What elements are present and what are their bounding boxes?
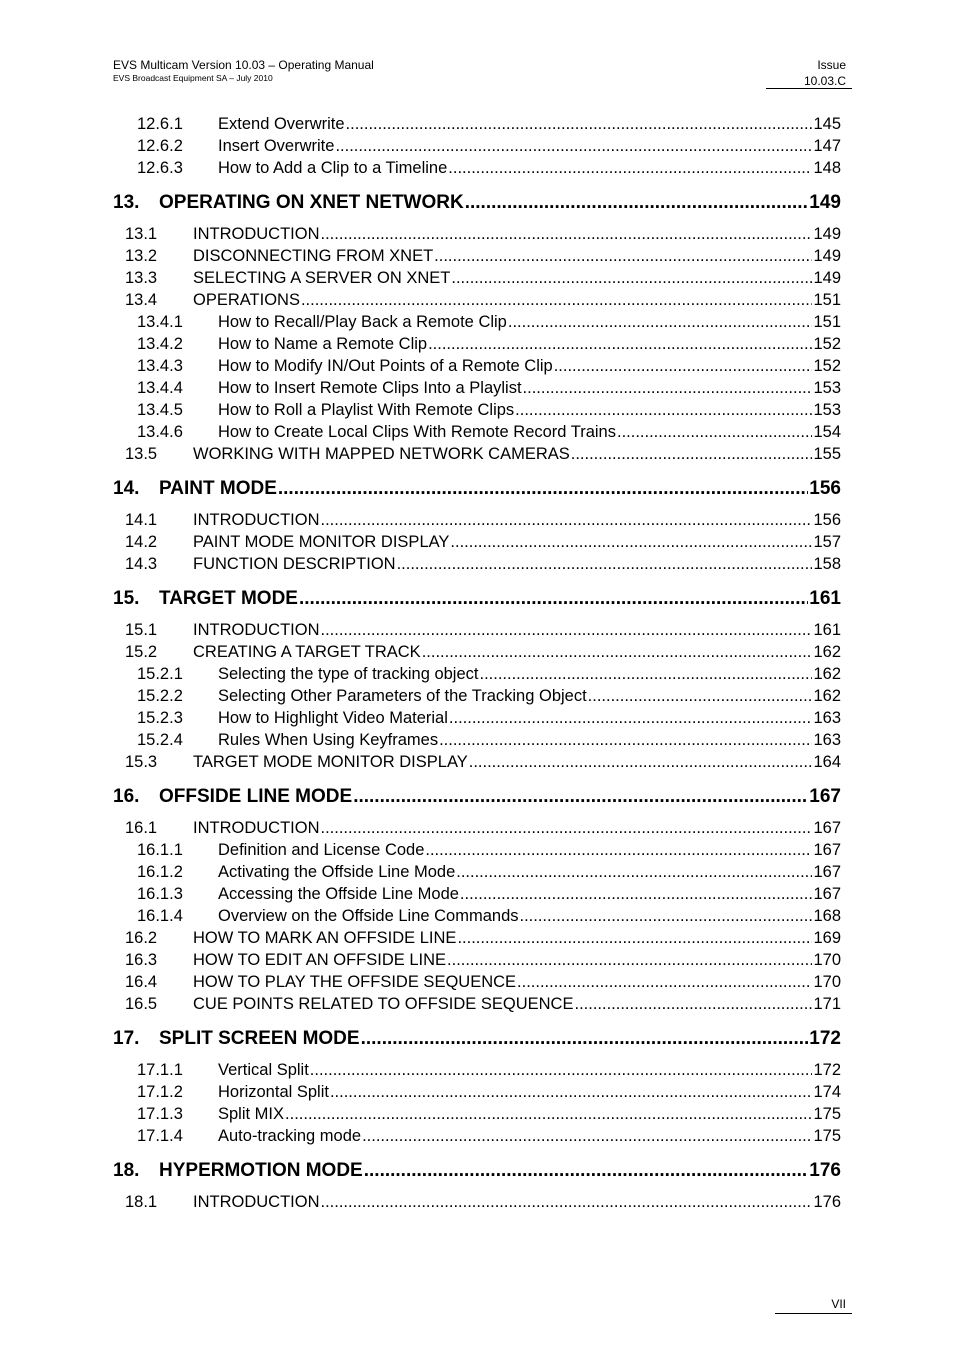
toc-entry-page: 162 [813,687,841,705]
toc-dot-leader [449,708,813,728]
toc-entry-page: 151 [813,291,841,309]
toc-entry-title: TARGET MODE [159,588,298,609]
toc-entry-number: 16.1.1 [137,841,183,859]
toc-dot-leader [450,532,812,552]
toc-dot-leader [448,158,812,178]
toc-entry-page: 151 [813,313,841,331]
toc-entry-number: 15.1 [125,621,158,639]
toc-dot-leader [617,422,812,442]
toc-entry-title: CUE POINTS RELATED TO OFFSIDE SEQUENCE [193,995,574,1013]
toc-entry-title: Activating the Offside Line Mode [218,863,456,881]
toc-entry-number: 16.3 [125,951,158,969]
toc-entry-title: INTRODUCTION [193,225,320,243]
toc-entry-page: 170 [813,951,841,969]
toc-entry-title: PAINT MODE MONITOR DISPLAY [193,533,450,551]
toc-entry-title: Rules When Using Keyframes [218,731,439,749]
toc-entry-number: 17.1.4 [137,1127,183,1145]
toc-entry-title: How to Roll a Playlist With Remote Clips [218,401,515,419]
toc-entry-page: 170 [813,973,841,991]
toc-entry-number: 17.1.3 [137,1105,183,1123]
toc-entry-title: OPERATIONS [193,291,300,309]
toc-dot-leader [364,1160,809,1182]
toc-entry[interactable] [113,158,841,178]
toc-entry-number: 18. [113,1160,140,1181]
toc-entry-number: 16.5 [125,995,158,1013]
toc-entry-page: 176 [813,1193,841,1211]
toc-entry-page: 145 [813,115,841,133]
toc-entry-number: 13.4.1 [137,313,183,331]
toc-entry-number: 16.1 [125,819,158,837]
toc-entry-page: 149 [813,247,841,265]
toc-dot-leader [299,588,808,610]
toc-entry-page: 153 [813,401,841,419]
toc-dot-leader [422,642,813,662]
toc-entry-title: HOW TO PLAY THE OFFSIDE SEQUENCE [193,973,517,991]
toc-entry-number: 13. [113,192,140,213]
toc-entry-number: 12.6.3 [137,159,183,177]
page-number: VII [775,1297,852,1314]
toc-chapter-entry[interactable] [113,1160,841,1182]
toc-entry-title: FUNCTION DESCRIPTION [193,555,396,573]
toc-entry-title: TARGET MODE MONITOR DISPLAY [193,753,468,771]
toc-entry-page: 172 [813,1061,841,1079]
toc-entry-page: 162 [813,643,841,661]
toc-entry[interactable] [113,312,841,332]
toc-entry-title: Selecting Other Parameters of the Tracking Object [218,687,587,705]
publisher-line: EVS Broadcast Equipment SA – July 2010 [113,73,273,83]
toc-entry-number: 17.1.2 [137,1083,183,1101]
toc-entry-page: 154 [813,423,841,441]
toc-entry-title: How to Recall/Play Back a Remote Clip [218,313,507,331]
toc-entry-number: 18.1 [125,1193,158,1211]
toc-entry[interactable] [113,1060,841,1080]
toc-entry[interactable] [113,840,841,860]
toc-entry-page: 158 [813,555,841,573]
toc-dot-leader [456,862,812,882]
toc-chapter-entry[interactable] [113,588,841,610]
issue-value: 10.03.C [766,74,852,89]
toc-entry-title: WORKING WITH MAPPED NETWORK CAMERAS [193,445,570,463]
toc-dot-leader [460,884,813,904]
toc-entry-page: 152 [813,335,841,353]
toc-entry[interactable] [113,818,841,838]
toc-chapter-entry[interactable] [113,786,841,808]
toc-dot-leader [397,554,813,574]
toc-entry[interactable] [113,1082,841,1102]
issue-label: Issue [817,58,846,72]
toc-entry[interactable] [113,510,841,530]
toc-entry[interactable] [113,246,841,266]
toc-entry-title: OPERATING ON XNET NETWORK [159,192,464,213]
toc-entry-page: 171 [813,995,841,1013]
toc-entry-title: HOW TO MARK AN OFFSIDE LINE [193,929,457,947]
toc-entry-page: 172 [809,1028,841,1049]
toc-entry-number: 15.2 [125,643,158,661]
toc-dot-leader [321,1192,813,1212]
toc-dot-leader [523,378,813,398]
toc-entry[interactable] [113,532,841,552]
toc-dot-leader [520,906,813,926]
toc-entry[interactable] [113,400,841,420]
toc-entry-page: 176 [809,1160,841,1181]
toc-entry-page: 155 [813,445,841,463]
toc-entry-title: PAINT MODE [159,478,277,499]
toc-entry-number: 15. [113,588,140,609]
toc-entry-number: 12.6.2 [137,137,183,155]
header-right [766,58,852,89]
toc-entry-page: 167 [813,841,841,859]
toc-entry[interactable] [113,752,841,772]
toc-entry-title: How to Modify IN/Out Points of a Remote Clip [218,357,553,375]
toc-chapter-entry[interactable] [113,1028,841,1050]
toc-dot-leader [574,994,812,1014]
toc-entry-number: 17.1.1 [137,1061,183,1079]
toc-entry-title: HOW TO EDIT AN OFFSIDE LINE [193,951,447,969]
toc-entry-title: How to Highlight Video Material [218,709,448,727]
toc-entry-title: Auto-tracking mode [218,1127,362,1145]
toc-entry-title: Horizontal Split [218,1083,329,1101]
toc-entry-page: 169 [813,929,841,947]
toc-chapter-entry[interactable] [113,192,841,214]
toc-entry-number: 14.3 [125,555,158,573]
toc-entry-page: 157 [813,533,841,551]
toc-dot-leader [310,1060,813,1080]
toc-dot-leader [451,268,812,288]
toc-entry[interactable] [113,268,841,288]
toc-entry[interactable] [113,422,841,442]
toc-dot-leader [335,136,812,156]
toc-dot-leader [301,290,813,310]
toc-dot-leader [321,620,813,640]
toc-entry-page: 168 [813,907,841,925]
toc-entry[interactable] [113,730,841,750]
toc-dot-leader [362,1126,812,1146]
toc-entry-title: Accessing the Offside Line Mode [218,885,459,903]
toc-dot-leader [434,246,812,266]
toc-entry[interactable] [113,1104,841,1124]
toc-entry-page: 156 [813,511,841,529]
toc-entry-number: 13.4 [125,291,158,309]
toc-entry-number: 14.1 [125,511,158,529]
toc-entry[interactable] [113,884,841,904]
toc-entry-number: 15.3 [125,753,158,771]
toc-entry-number: 13.5 [125,445,158,463]
toc-entry-title: HYPERMOTION MODE [159,1160,363,1181]
toc-entry[interactable] [113,554,841,574]
toc-entry-page: 161 [813,621,841,639]
toc-entry-title: Definition and License Code [218,841,425,859]
toc-entry-number: 13.4.6 [137,423,183,441]
toc-entry[interactable] [113,1126,841,1146]
toc-entry-page: 174 [813,1083,841,1101]
toc-dot-leader [447,950,812,970]
toc-dot-leader [554,356,813,376]
toc-entry-number: 14. [113,478,140,499]
toc-entry-title: CREATING A TARGET TRACK [193,643,421,661]
toc-entry-page: 163 [813,709,841,727]
header-left [113,58,374,84]
toc-entry-page: 167 [813,863,841,881]
toc-entry[interactable] [113,642,841,662]
toc-entry-page: 162 [813,665,841,683]
toc-entry[interactable] [113,334,841,354]
toc-entry-page: 167 [813,819,841,837]
toc-entry-number: 13.3 [125,269,158,287]
toc-entry-number: 13.4.2 [137,335,183,353]
toc-entry[interactable] [113,290,841,310]
toc-dot-leader [353,786,808,808]
toc-entry-title: How to Insert Remote Clips Into a Playlist [218,379,522,397]
toc-entry-title: OFFSIDE LINE MODE [159,786,353,807]
toc-entry-page: 167 [813,885,841,903]
toc-entry-number: 16.4 [125,973,158,991]
toc-dot-leader [439,730,812,750]
toc-entry[interactable] [113,686,841,706]
toc-entry-number: 15.2.1 [137,665,183,683]
toc-entry-page: 175 [813,1127,841,1145]
toc-dot-leader [588,686,813,706]
toc-entry-title: How to Create Local Clips With Remote Record Trains [218,423,616,441]
toc-entry-title: INTRODUCTION [193,511,320,529]
toc-dot-leader [465,192,809,214]
toc-entry[interactable] [113,664,841,684]
toc-entry-title: Extend Overwrite [218,115,345,133]
toc-entry-title: How to Name a Remote Clip [218,335,428,353]
toc-entry-title: Insert Overwrite [218,137,335,155]
toc-entry-number: 14.2 [125,533,158,551]
document-title: EVS Multicam Version 10.03 – Operating Manual [113,58,374,72]
toc-entry-number: 13.4.3 [137,357,183,375]
toc-entry-page: 149 [813,269,841,287]
toc-entry-title: INTRODUCTION [193,621,320,639]
toc-entry[interactable] [113,950,841,970]
toc-entry-number: 16.1.4 [137,907,183,925]
toc-entry[interactable] [113,620,841,640]
toc-dot-leader [425,840,812,860]
toc-entry-title: INTRODUCTION [193,1193,320,1211]
toc-dot-leader [285,1104,812,1124]
toc-dot-leader [346,114,813,134]
toc-entry-number: 13.4.5 [137,401,183,419]
toc-entry-number: 17. [113,1028,140,1049]
toc-chapter-entry[interactable] [113,478,841,500]
toc-entry[interactable] [113,1192,841,1212]
toc-entry-number: 13.4.4 [137,379,183,397]
toc-entry[interactable] [113,906,841,926]
toc-entry-number: 16. [113,786,140,807]
toc-entry-number: 16.1.3 [137,885,183,903]
toc-dot-leader [330,1082,813,1102]
toc-entry-page: 163 [813,731,841,749]
toc-entry-title: Split MIX [218,1105,285,1123]
toc-dot-leader [571,444,813,464]
toc-dot-leader [457,928,812,948]
toc-dot-leader [469,752,813,772]
toc-entry-number: 12.6.1 [137,115,183,133]
toc-dot-leader [361,1028,809,1050]
toc-entry-number: 15.2.3 [137,709,183,727]
toc-entry[interactable] [113,224,841,244]
toc-entry[interactable] [113,972,841,992]
toc-entry-page: 152 [813,357,841,375]
toc-entry-number: 13.2 [125,247,158,265]
toc-dot-leader [428,334,812,354]
toc-entry[interactable] [113,444,841,464]
toc-dot-leader [321,510,813,530]
toc-entry-page: 149 [813,225,841,243]
toc-entry-page: 167 [809,786,841,807]
toc-dot-leader [517,972,812,992]
toc-dot-leader [321,818,813,838]
toc-entry-page: 147 [813,137,841,155]
toc-entry-number: 15.2.2 [137,687,183,705]
toc-entry-title: How to Add a Clip to a Timeline [218,159,448,177]
toc-entry-title: Selecting the type of tracking object [218,665,479,683]
toc-entry[interactable] [113,708,841,728]
toc-entry-page: 164 [813,753,841,771]
toc-entry-page: 175 [813,1105,841,1123]
toc-entry[interactable] [113,862,841,882]
toc-entry[interactable] [113,378,841,398]
toc-entry-page: 156 [809,478,841,499]
toc-entry[interactable] [113,994,841,1014]
toc-entry-title: INTRODUCTION [193,819,320,837]
toc-dot-leader [515,400,812,420]
toc-entry-page: 153 [813,379,841,397]
toc-entry-title: Overview on the Offside Line Commands [218,907,519,925]
toc-dot-leader [508,312,813,332]
toc-entry-page: 149 [809,192,841,213]
toc-entry-number: 16.2 [125,929,158,947]
toc-entry[interactable] [113,136,841,156]
toc-entry-number: 13.1 [125,225,158,243]
toc-entry-title: Vertical Split [218,1061,309,1079]
toc-entry-page: 161 [809,588,841,609]
toc-entry-title: SPLIT SCREEN MODE [159,1028,360,1049]
toc-dot-leader [480,664,813,684]
toc-entry-title: DISCONNECTING FROM XNET [193,247,434,265]
toc-entry[interactable] [113,356,841,376]
toc-entry[interactable] [113,114,841,134]
toc-entry-title: SELECTING A SERVER ON XNET [193,269,451,287]
toc-dot-leader [321,224,813,244]
toc-dot-leader [278,478,808,500]
toc-entry[interactable] [113,928,841,948]
toc-entry-number: 16.1.2 [137,863,183,881]
toc-entry-number: 15.2.4 [137,731,183,749]
toc-entry-page: 148 [813,159,841,177]
